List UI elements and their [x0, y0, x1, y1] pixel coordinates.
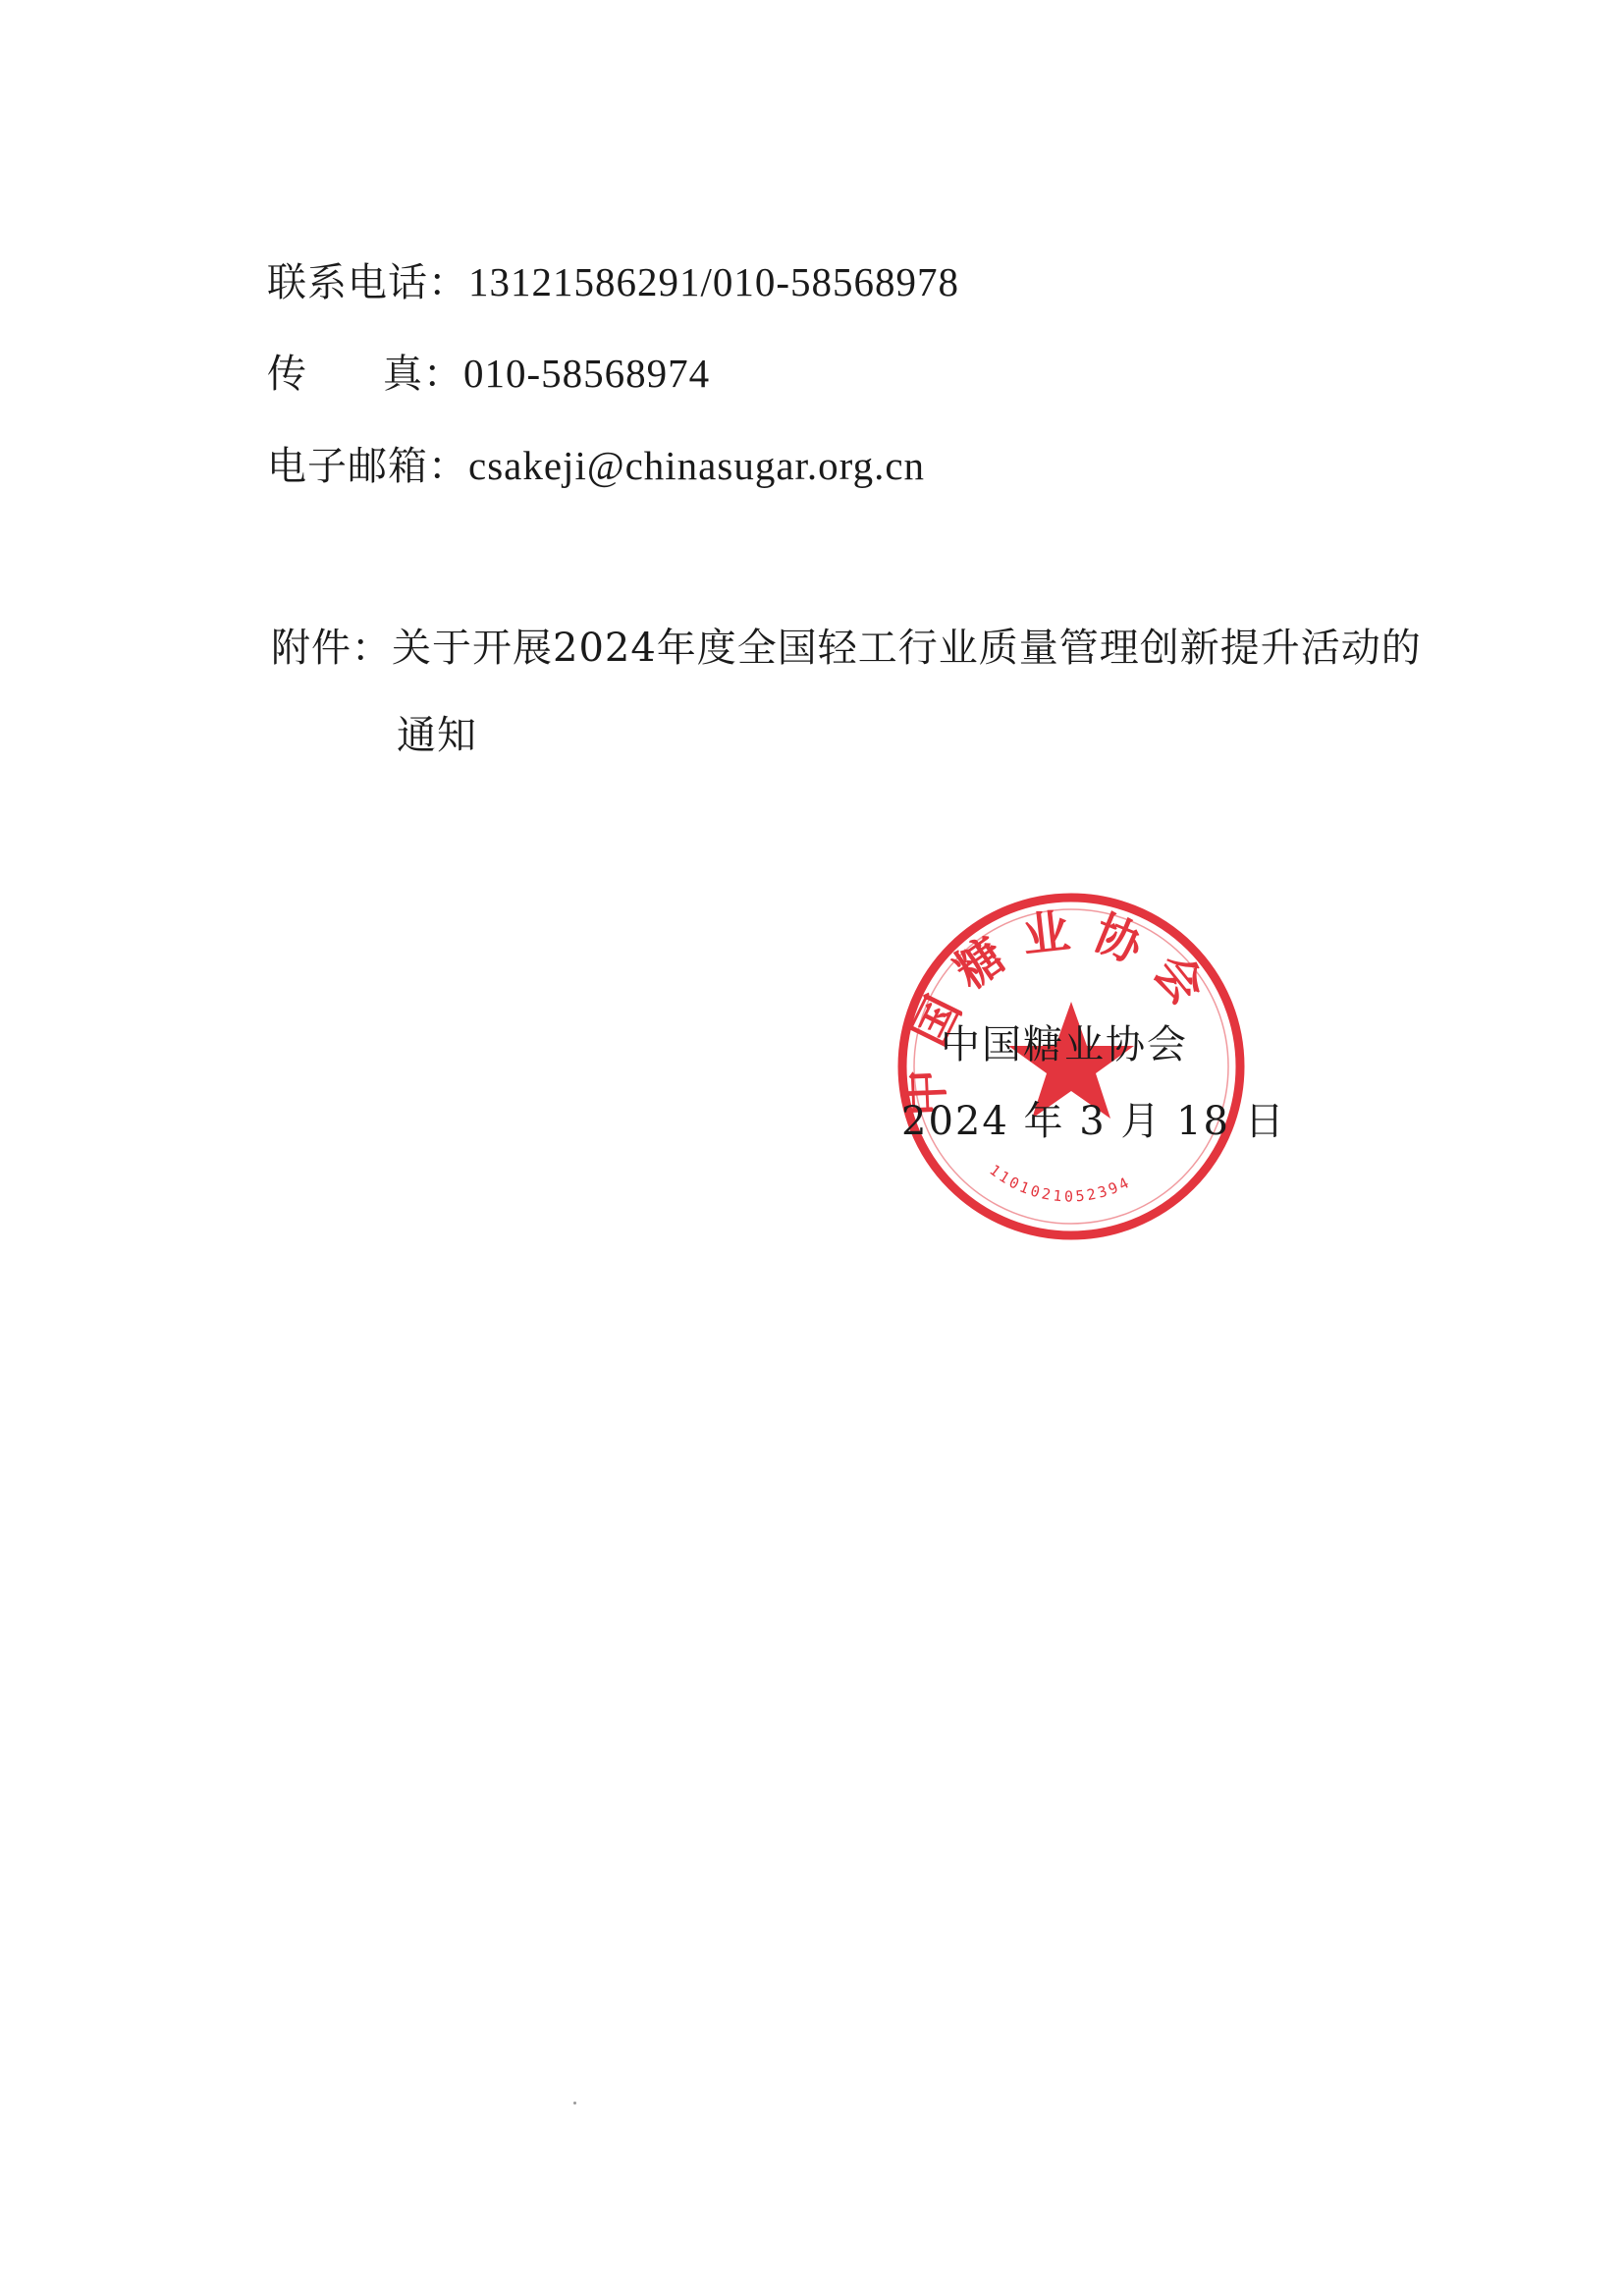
fax-label-first-char: 传	[267, 352, 307, 397]
scan-speck	[573, 2102, 576, 2105]
attachment-line	[271, 625, 1422, 672]
email-label: 电子邮箱：	[267, 444, 468, 489]
phone-label: 联系电话：	[267, 260, 468, 305]
attachment-label: 附件：	[271, 626, 392, 671]
phone-value: 13121586291/010-58568978	[468, 259, 960, 304]
fax-value: 010-58568974	[463, 351, 711, 396]
attachment-title-continuation	[397, 712, 477, 759]
seal-ring-text: 中国糖业协会	[896, 902, 1226, 1118]
seal-serial: 1101021052394	[986, 1161, 1135, 1206]
signature-organization: 中国糖业协会	[941, 1022, 1188, 1067]
fax-label-rest: 真：	[383, 352, 463, 397]
contact-email-line	[267, 442, 925, 490]
contact-fax-line	[267, 350, 710, 398]
contact-phone-line	[267, 258, 959, 306]
attachment-title-line1: 关于开展2024年度全国轻工行业质量管理创新提升活动的	[392, 626, 1422, 671]
email-value: csakeji@chinasugar.org.cn	[468, 443, 926, 488]
signature-date: 2024 年 3 月 18 日	[901, 1099, 1286, 1144]
attachment-title-line2: 通知	[397, 713, 477, 758]
